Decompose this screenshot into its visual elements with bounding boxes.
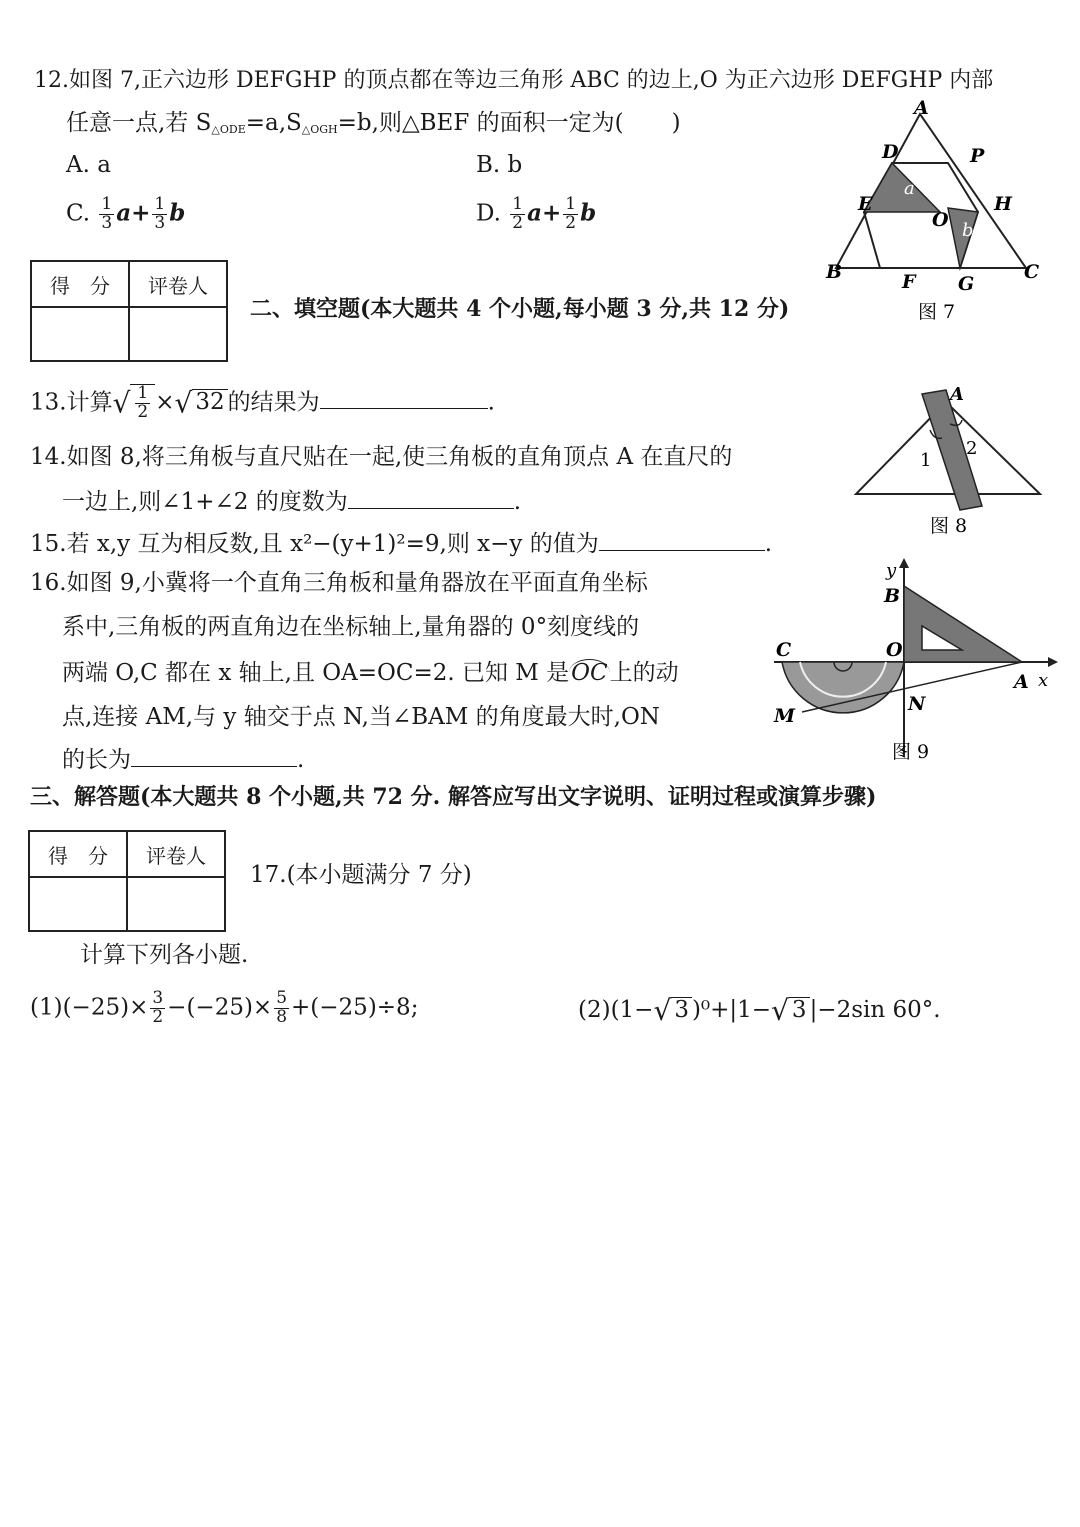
fig7-label-E: E [858, 193, 873, 215]
protractor [782, 662, 904, 713]
q16-line3-post: 上的动 [609, 660, 679, 686]
frac-num: 1 [565, 194, 577, 214]
q12-mid1: =a,S [245, 110, 302, 136]
fig9-label-A: A [1014, 671, 1029, 693]
frac-num: 1 [137, 383, 149, 403]
q17-p1-b: −(−25)× [167, 994, 273, 1021]
q12-sub2: △OGH [301, 123, 338, 136]
grader-header: 评卷人 [129, 261, 227, 307]
fig9-label-C: C [776, 639, 792, 661]
frac-num: 1 [512, 194, 524, 214]
q17-p1-c: +(−25)÷8; [291, 994, 419, 1021]
q13-pre: 13.计算 [30, 389, 113, 416]
frac-num: 5 [276, 988, 288, 1008]
q13 [30, 384, 495, 422]
q13-frac [135, 385, 150, 422]
var-b: b [169, 199, 186, 227]
figure-7 [820, 100, 1045, 330]
q17-p2-c: |−2sin 60°. [809, 997, 941, 1023]
q12-option-c [66, 196, 185, 233]
score-header: 得 分 [29, 831, 127, 877]
fig9-label-y: y [886, 560, 897, 581]
grader-cell [129, 307, 227, 361]
fig9-label-O: O [886, 639, 903, 661]
q13-answer-blank [320, 386, 488, 409]
q16-end: . [297, 747, 305, 773]
section-2-title: 二、填空题(本大题共 4 个小题,每小题 3 分,共 12 分) [250, 296, 790, 322]
var-a: a+ [116, 199, 151, 227]
q17-p2-radicand2: 3 [789, 997, 810, 1023]
var-a: a+ [527, 199, 562, 227]
q17-p1-frac1 [150, 990, 165, 1027]
q16-line4: 点,连接 AM,与 y 轴交于点 N,当∠BAM 的角度最大时,ON [62, 704, 660, 730]
sqrt-icon: √ [771, 994, 789, 1027]
q16-line3-text: 两端 O,C 都在 x 轴上,且 OA=OC=2. 已知 M 是 [62, 660, 570, 686]
q12-line2 [66, 110, 681, 138]
fig7-label-O: O [932, 209, 949, 231]
fig7-label-F: F [902, 271, 916, 293]
q16-arc-oc: OC [571, 660, 608, 686]
q13-radicand1 [130, 384, 155, 422]
q17-p1-a: (1)(−25)× [30, 994, 149, 1021]
fig9-label-M: M [774, 705, 796, 727]
fig7-label-H: H [994, 193, 1012, 215]
q17-p2-radicand1: 3 [671, 997, 692, 1023]
grader-header: 评卷人 [127, 831, 225, 877]
score-table-1 [30, 260, 228, 362]
sqrt-icon: √ [112, 386, 131, 420]
grader-cell [127, 877, 225, 931]
q16-line3 [62, 660, 679, 688]
q12-option-a: A. a [66, 152, 111, 178]
y-axis-arrow-icon [899, 558, 909, 568]
q14-answer-blank [348, 486, 514, 509]
fig7-label-A: A [914, 100, 929, 119]
q15-text: 15.若 x,y 互为相反数,且 x²−(y+1)²=9,则 x−y 的值为 [30, 531, 599, 557]
shaded-ode [864, 163, 940, 212]
q13-radicand2: 32 [192, 389, 227, 415]
q14-line1: 14.如图 8,将三角板与直尺贴在一起,使三角板的直角顶点 A 在直尺的 [30, 444, 733, 470]
q13-post: 的结果为 [227, 389, 320, 416]
var-b: b [580, 199, 597, 227]
q17-p1-frac2 [274, 990, 289, 1027]
figure-9 [766, 556, 1066, 770]
q12-mid2: =b,则△BEF 的面积一定为( [337, 110, 624, 136]
q13-times: × [155, 389, 175, 416]
q17-p2-b: )⁰+|1− [691, 997, 772, 1023]
frac-den: 2 [152, 1006, 164, 1027]
q12-option-c-label: C. [66, 200, 91, 227]
sqrt-icon: √ [174, 386, 193, 420]
q14-line2 [62, 486, 521, 517]
fig9-label-N: N [908, 693, 926, 715]
frac-den: 3 [101, 212, 113, 233]
x-axis-arrow-icon [1048, 657, 1058, 667]
q14-line2-text: 一边上,则∠1+∠2 的度数为 [62, 489, 348, 515]
q12-paren-close: ) [671, 110, 681, 136]
q17-intro: 计算下列各小题. [80, 942, 249, 968]
fig7-label-G: G [958, 273, 975, 295]
score-table-2 [28, 830, 226, 932]
fig9-label-x: x [1038, 670, 1049, 691]
frac-num: 1 [154, 194, 166, 214]
fig8-label-A: A [950, 384, 964, 405]
score-cell [31, 307, 129, 361]
fig8-label-2: 2 [966, 438, 978, 459]
frac-num: 1 [101, 194, 113, 214]
fig9-caption: 图 9 [892, 741, 930, 763]
frac-den: 2 [565, 212, 577, 233]
frac-num: 3 [152, 988, 164, 1008]
q16-line2: 系中,三角板的两直角边在坐标轴上,量角器的 0°刻度线的 [62, 614, 640, 640]
q16-line1: 16.如图 9,小冀将一个直角三角板和量角器放在平面直角坐标 [30, 570, 648, 596]
q17-part2 [578, 994, 941, 1028]
q12-option-d-frac2 [563, 196, 578, 233]
q13-end: . [487, 389, 495, 416]
fig8-caption: 图 8 [930, 515, 968, 537]
score-cell [29, 877, 127, 931]
q16-line5 [62, 744, 304, 775]
fig7-label-D: D [882, 141, 899, 163]
fig7-label-P: P [970, 145, 985, 167]
q16-line5-text: 的长为 [62, 747, 131, 773]
q16-answer-blank [131, 744, 297, 767]
q12-option-c-frac1 [99, 196, 114, 233]
fig8-label-1: 1 [920, 450, 932, 471]
frac-den: 8 [276, 1006, 288, 1027]
q14-end: . [513, 489, 522, 515]
q12-sub1: △ODE [211, 123, 246, 136]
q12-option-d-label: D. [476, 200, 501, 227]
q12-option-b: B. b [476, 152, 523, 178]
triangle-abc [836, 114, 1026, 268]
q15 [30, 528, 772, 559]
fig7-area-b: b [962, 220, 974, 241]
figure-8 [850, 380, 1050, 550]
score-header: 得 分 [31, 261, 129, 307]
sqrt-icon: √ [653, 994, 672, 1027]
frac-den: 2 [512, 212, 524, 233]
q12-line1: 12.如图 7,正六边形 DEFGHP 的顶点都在等边三角形 ABC 的边上,O 为正六边形 DEFGHP 内部 [34, 68, 994, 93]
q15-end: . [764, 531, 773, 557]
q17-title: 17.(本小题满分 7 分) [250, 862, 472, 888]
fig7-area-a: a [904, 178, 915, 199]
q12-option-c-frac2 [152, 196, 167, 233]
q15-answer-blank [599, 528, 765, 551]
q17-part1 [30, 990, 418, 1027]
fig7-caption: 图 7 [918, 301, 956, 323]
frac-den: 3 [154, 212, 166, 233]
q17-p2-a: (2)(1− [578, 997, 654, 1023]
q12-option-d-frac1 [510, 196, 525, 233]
q12-line2-pre: 任意一点,若 S [66, 110, 212, 136]
frac-den: 2 [137, 401, 149, 422]
q12-option-d [476, 196, 596, 233]
section-3-title: 三、解答题(本大题共 8 个小题,共 72 分. 解答应写出文字说明、证明过程或演算步骤) [30, 784, 877, 810]
fig9-label-B: B [884, 585, 901, 607]
fig7-label-C: C [1024, 261, 1040, 283]
fig7-label-B: B [826, 261, 843, 283]
